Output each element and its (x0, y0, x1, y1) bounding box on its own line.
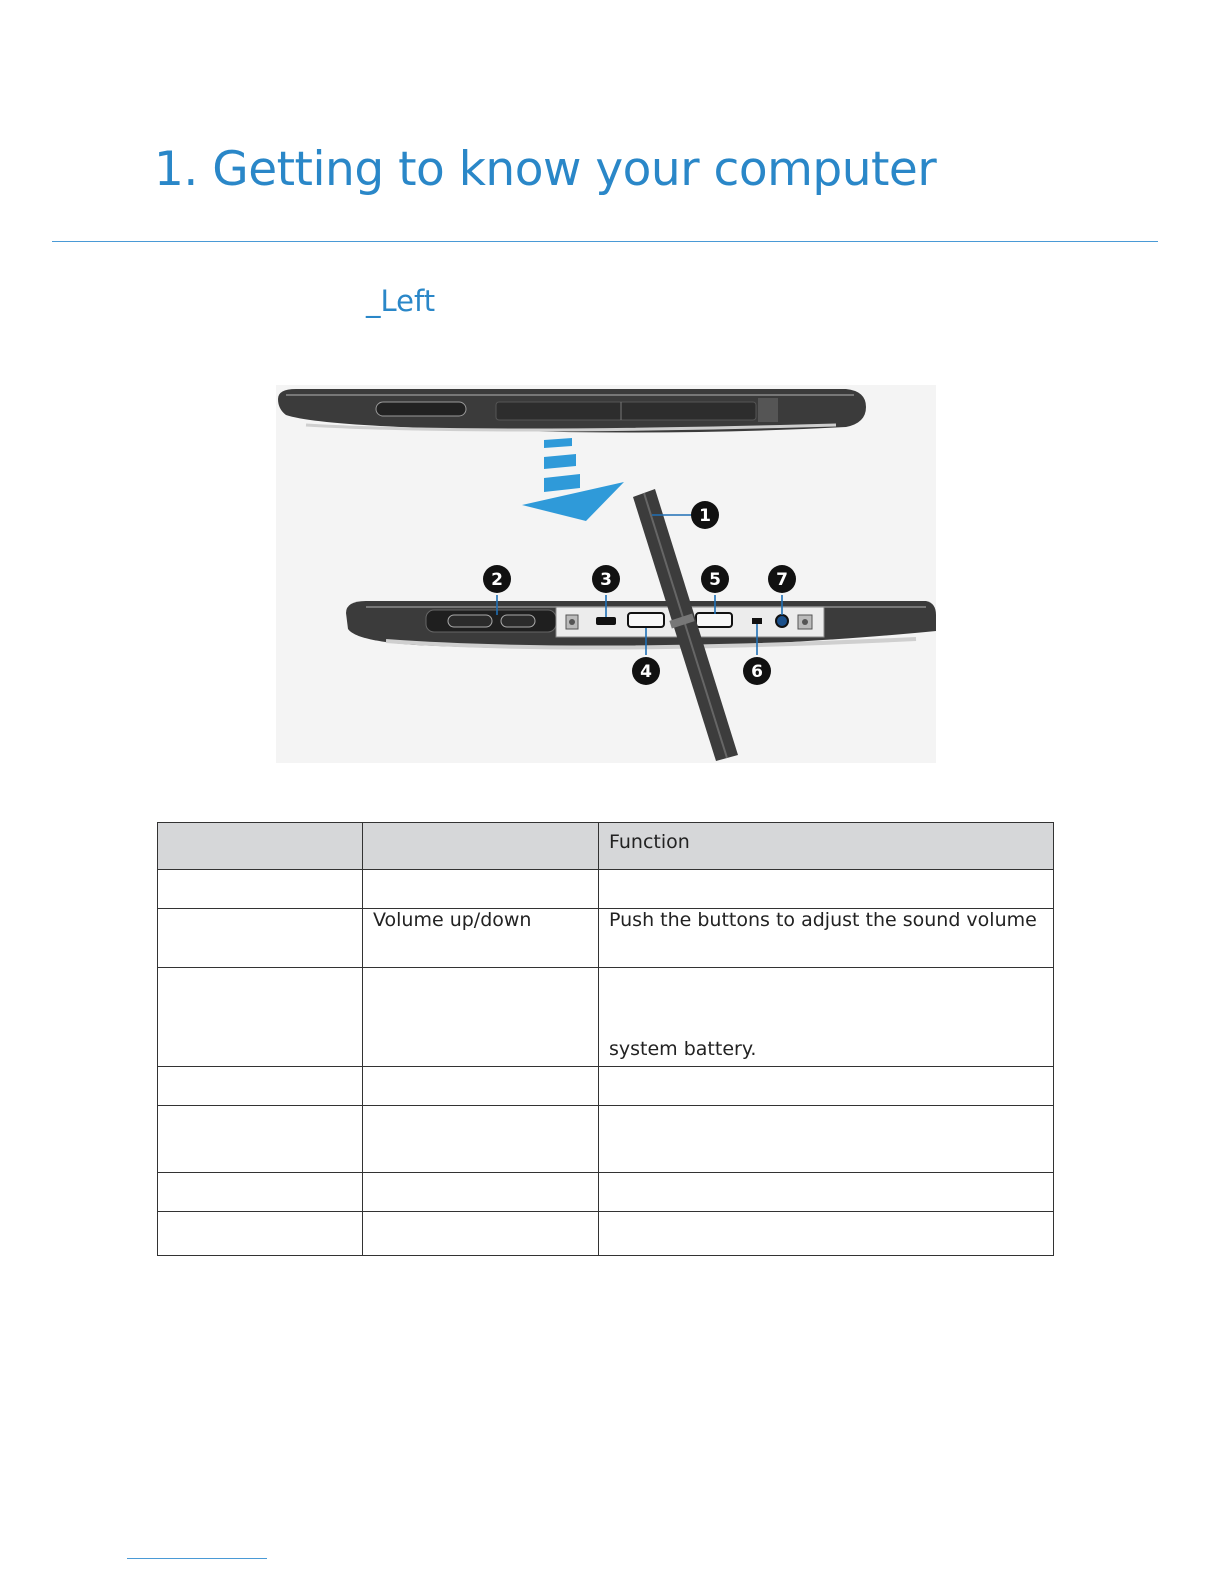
table-cell (363, 1067, 599, 1106)
table-row (158, 968, 1054, 1067)
table-cell (363, 1106, 599, 1173)
table-cell (363, 870, 599, 909)
table-cell (158, 909, 363, 968)
table-cell (599, 1067, 1054, 1106)
device-side-illustration (276, 385, 936, 763)
ports-table (157, 822, 1054, 1256)
table-cell (158, 1106, 363, 1173)
table-row (158, 1106, 1054, 1173)
table-cell-text: system battery. (609, 1038, 757, 1060)
table-cell (363, 968, 599, 1067)
table-cell (599, 870, 1054, 909)
table-cell: Push the buttons to adjust the sound volume (599, 909, 1054, 968)
callout-label-3: 3 (600, 570, 612, 590)
table-cell (158, 870, 363, 909)
table-header-row (158, 823, 1054, 870)
table-row (158, 1212, 1054, 1256)
table-cell (599, 968, 1054, 1067)
table-cell (158, 1173, 363, 1212)
callout-label-5: 5 (709, 570, 721, 590)
table-cell (363, 1173, 599, 1212)
device-bottom-edge (346, 601, 936, 649)
table-row (158, 1173, 1054, 1212)
callout-label-4: 4 (640, 662, 652, 682)
title-divider (52, 241, 1158, 242)
table-row (158, 909, 1054, 968)
table-cell (599, 1173, 1054, 1212)
table-cell (599, 1106, 1054, 1173)
header-cell-function: Function (599, 823, 1054, 870)
footer-rule (127, 1558, 267, 1559)
table-cell (158, 968, 363, 1067)
table-cell (158, 1067, 363, 1106)
header-cell (363, 823, 599, 870)
callout-label-6: 6 (751, 662, 763, 682)
header-cell (158, 823, 363, 870)
table-cell: Volume up/down (363, 909, 599, 968)
callout-label-7: 7 (776, 570, 788, 590)
callout-label-1: 1 (699, 506, 711, 526)
table-cell (363, 1212, 599, 1256)
table-cell (599, 1212, 1054, 1256)
table-row (158, 1067, 1054, 1106)
section-subtitle: _Left (366, 284, 436, 318)
callout-label-2: 2 (491, 570, 503, 590)
table-row (158, 870, 1054, 909)
page-title: 1. Getting to know your computer (154, 142, 937, 197)
table-cell (158, 1212, 363, 1256)
